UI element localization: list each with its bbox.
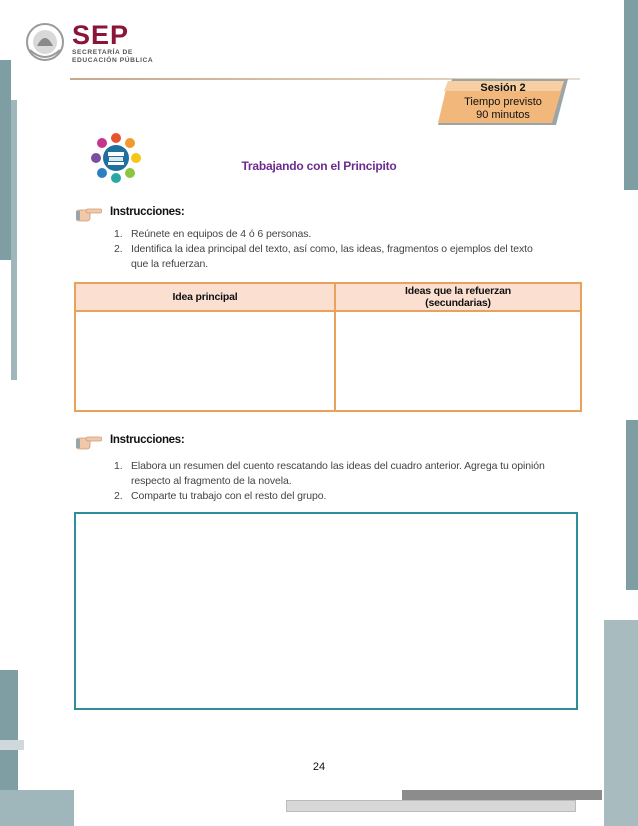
list-item [114, 489, 584, 505]
instructions-label-1: Instrucciones: [110, 206, 185, 218]
summary-writing-box[interactable] [74, 512, 578, 710]
badge-time-value: 90 minutos [476, 109, 530, 121]
bottom-bar-light [286, 800, 576, 812]
list-item [114, 242, 584, 272]
badge-time-label: Tiempo previsto [464, 96, 542, 108]
left-side-bar-thin [11, 100, 17, 380]
supporting-ideas-cell[interactable] [335, 311, 581, 411]
list-item-number: 2. [114, 243, 123, 255]
logo-subtitle-line2: EDUCACIÓN PÚBLICA [72, 57, 154, 64]
logo-subtitle-line1: SECRETARÍA DE [72, 49, 133, 56]
instructions-label-2: Instrucciones: [110, 434, 185, 446]
mexico-coat-of-arms-icon [24, 20, 66, 64]
activity-title: Trabajando con el Principito [241, 159, 397, 173]
right-side-bar-2 [626, 420, 638, 590]
page-number: 24 [312, 761, 326, 773]
list-item [114, 227, 584, 243]
left-bottom-block [0, 790, 74, 826]
main-idea-cell[interactable] [75, 311, 335, 411]
sep-logo [24, 18, 174, 68]
header-supporting-line1: Ideas que la refuerzan [405, 285, 511, 297]
list-item-number: 1. [114, 228, 123, 240]
list-item-text: Elabora un resumen del cuento rescatando las ideas del cuadro anterior. Agrega tu opinión [131, 460, 545, 472]
logo-name: SEP [72, 20, 130, 50]
list-item-text: Comparte tu trabajo con el resto del grupo. [131, 490, 327, 502]
list-item-text: que la refuerzan. [131, 258, 209, 270]
hand-pointer-icon [76, 204, 102, 222]
books-circle-icon [88, 130, 144, 186]
bottom-bar-dark [402, 790, 602, 800]
right-side-bar-3 [604, 620, 638, 826]
header-supporting-line2: (secundarias) [425, 297, 491, 309]
badge-session: Sesión 2 [480, 82, 526, 94]
header-supporting-ideas [335, 283, 581, 311]
list-item-number: 2. [114, 490, 123, 502]
ideas-table [74, 282, 582, 412]
list-item-text: respecto al fragmento de la novela. [131, 475, 292, 487]
list-item-text: Reúnete en equipos de 4 ó 6 personas. [131, 228, 312, 240]
list-item-text: Identifica la idea principal del texto, así como, las ideas, fragmentos o ejemplos del texto [131, 243, 533, 255]
hand-pointer-icon [76, 432, 102, 450]
list-item [114, 459, 584, 489]
session-badge [438, 79, 568, 125]
list-item-number: 1. [114, 460, 123, 472]
left-bottom-small [0, 740, 24, 750]
header-main-idea: Idea principal [75, 283, 335, 311]
